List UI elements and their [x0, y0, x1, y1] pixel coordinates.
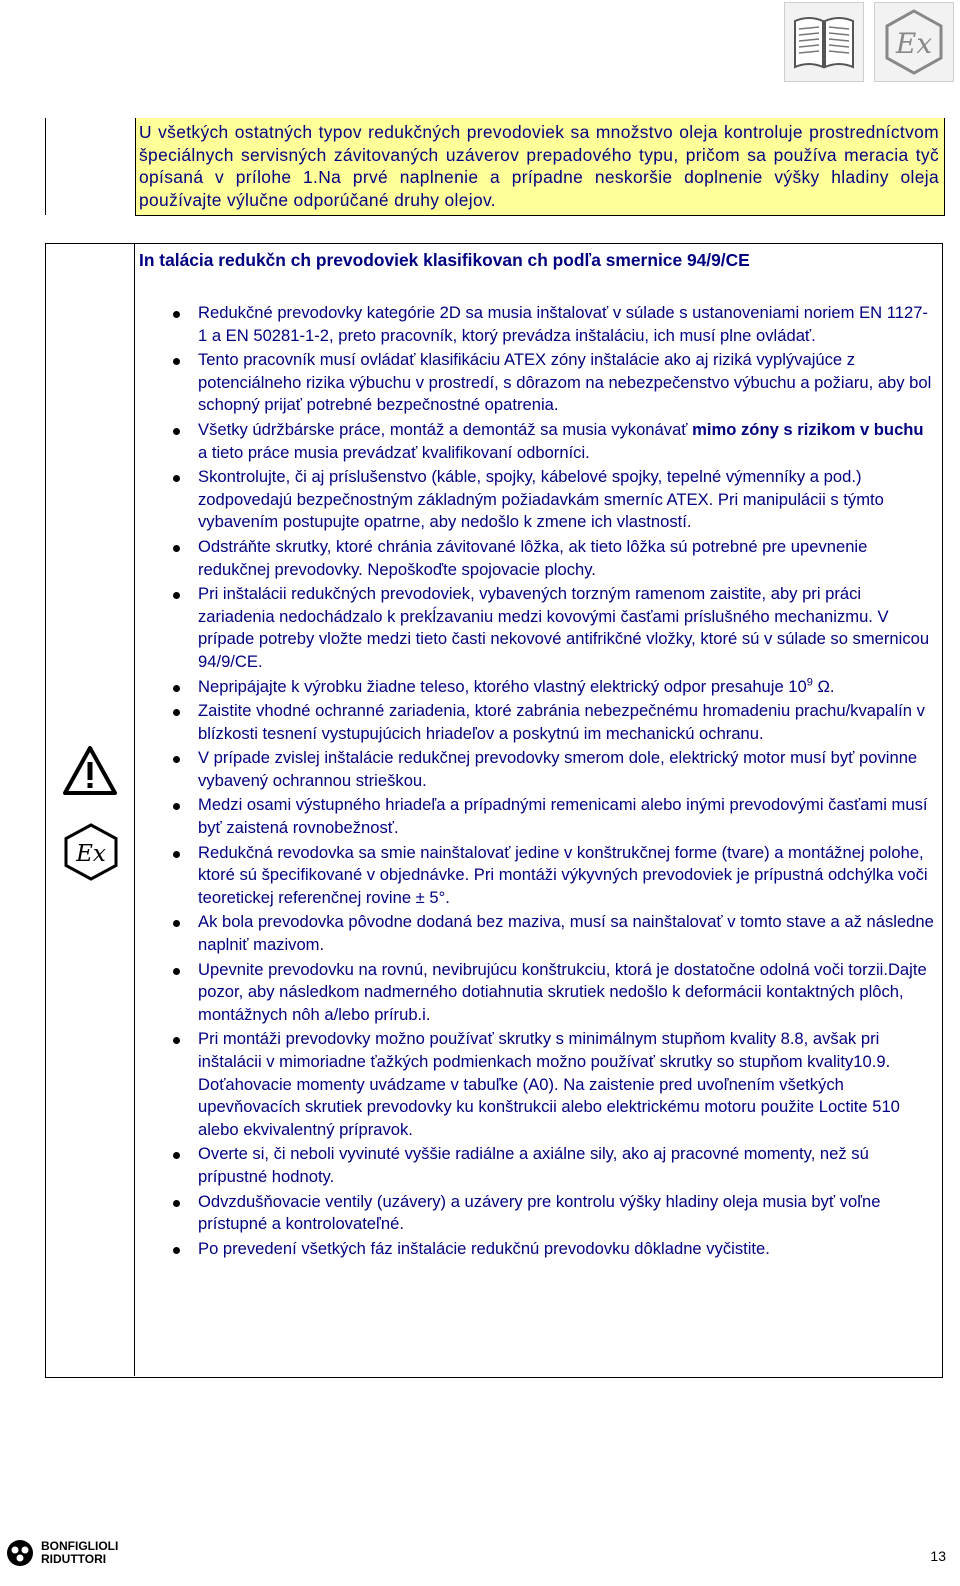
page-number: 13 — [930, 1548, 946, 1564]
left-border-line — [45, 118, 46, 215]
list-item: Pri inštalácii redukčných prevodoviek, vybavených torzným ramenom zaistite, aby pri práci zariadenia nedochádzalo k prekĺzavaniu medzi kovovými časťami príslušného mechanizmu. V prípade potreby vložte medzi tieto časti nekovové antifrikčné vložky, ktoré sú v súlade so smernicou 94/9/CE. — [170, 583, 935, 673]
brand-subname: RIDUTTORI — [41, 1552, 107, 1566]
svg-text:Ex: Ex — [76, 841, 106, 867]
bullet-icon — [173, 358, 180, 365]
bullet-icon — [173, 920, 180, 927]
manual-book-icon — [784, 2, 864, 82]
list-item: Upevnite prevodovku na rovnú, nevibrujúcu konštrukciu, ktorá je dostatočne odolná voči torzii.Dajte pozor, aby následkom nadmerného dotiahnutia skrutiek nedošlo k deformácii kontaktných plôch, montážnych nôh a/lebo prírub.i. — [170, 959, 935, 1027]
bullet-icon — [173, 851, 180, 858]
bullet-icon — [173, 685, 180, 692]
bullet-icon — [173, 475, 180, 482]
icon-column — [45, 243, 135, 1376]
list-item: Ak bola prevodovka pôvodne dodaná bez maziva, musí sa nainštalovať v tomto stave a až následne naplniť mazivom. — [170, 911, 935, 956]
list-item: Medzi osami výstupného hriadeľa a prípadnými remenicami alebo inými prevodovými časťami musí byť zaistená rovnobežnosť. — [170, 794, 935, 839]
list-item: Odvzdušňovacie ventily (uzávery) a uzávery pre kontrolu výšky hladiny oleja musia byť voľne prístupné a kontrolovateľné. — [170, 1191, 935, 1236]
bullet-icon — [173, 968, 180, 975]
bullet-icon — [173, 1152, 180, 1159]
section-title: In talácia redukčn ch prevodoviek klasifikovan ch podľa smernice 94/9/CE — [139, 250, 750, 270]
note-text: U všetkých ostatných typov redukčných prevodoviek sa množstvo oleja kontroluje prostredníctvom špeciálnych servisných závitovaných uzáverov prepadového typu, pričom sa používa meracia tyč opísaná v prílohe 1.Na prvé naplnenie a prípadne neskoršie doplnenie výšky hladiny oleja používajte výlučne odporúčané druhy olejov. — [139, 122, 939, 210]
bullet-icon — [173, 803, 180, 810]
list-item: Všetky údržbárske práce, montáž a demontáž sa musia vykonávať mimo zóny s rizikom v buchu a tieto práce musia prevádzať kvalifikovaní odborníci. — [170, 419, 935, 464]
list-item: Po prevedení všetkých fáz inštalácie redukčnú prevodovku dôkladne vyčistite. — [170, 1238, 935, 1261]
bullet-icon — [173, 1247, 180, 1254]
ex-hexagon-icon — [874, 2, 954, 82]
list-item: Odstráňte skrutky, ktoré chránia závitované lôžka, ak tieto lôžka sú potrebné pre upevnenie redukčnej prevodovky. Nepoškoďte spojovacie plochy. — [170, 536, 935, 581]
svg-text:Ex: Ex — [895, 27, 933, 60]
header-icons — [784, 2, 954, 82]
bullet-icon — [173, 1200, 180, 1207]
list-item: Nepripájajte k výrobku žiadne teleso, ktorého vlastný elektrický odpor presahuje $10^9$ Ω. — [170, 676, 935, 699]
list-item: Pri montáži prevodovky možno používať skrutky s minimálnym stupňom kvality 8.8, avšak pri inštalácii v mimoriadne ťažkých podmienkach možno používať skrutky so stupňom kvality10.9. Doťahovacie momenty uvádzame v tabuľke (A0). Na zaistenie pred uvoľnením všetkých upevňovacích skrutiek prevodovky ku konštrukcii alebo elektrickému motoru použite Loctite 510 alebo ekvivalentný prípravok. — [170, 1028, 935, 1141]
list-item: Tento pracovník musí ovládať klasifikáciu ATEX zóny inštalácie ako aj riziká vyplývajúce z potenciálneho rizika výbuchu v prostredí, s dôrazom na nebezpečenstvo výbuchu a požiaru, aby bol schopný prijať potrebné bezpečnostné opatrenia. — [170, 349, 935, 417]
bullet-icon — [173, 709, 180, 716]
bonfiglioli-logo-icon — [5, 1538, 35, 1568]
brand-name: BONFIGLIOLI — [41, 1539, 119, 1553]
list-item: Skontrolujte, či aj príslušenstvo (káble, spojky, kábelové spojky, tepelné výmenníky a pod.) zodpovedajú bezpečnostným základným požiadavkám smerníc ATEX. Pri manipulácii s týmto vybavením postupujte opatrne, aby nedošlo k zmene ich vlastností. — [170, 466, 935, 534]
bullet-icon — [173, 428, 180, 435]
instruction-list — [170, 302, 935, 1262]
list-item: Overte si, či neboli vyvinuté vyššie radiálne a axiálne sily, ako aj pracovné momenty, než sú prípustné hodnoty. — [170, 1143, 935, 1188]
list-item: Redukčná revodovka sa smie nainštalovať jedine v konštrukčnej forme (tvare) a montážnej polohe, ktoré sú špecifikované v objednávke. Pri montáži výkyvných prevodoviek je prípustná odchýlka voči teoretickej referenčnej rovine ± 5°. — [170, 842, 935, 910]
list-item: Redukčné prevodovky kategórie 2D sa musia inštalovať v súlade s ustanoveniami noriem EN 1127-1 a EN 50281-1-2, preto pracovník, ktorý prevádza inštaláciu, ich musí plne ovládať. — [170, 302, 935, 347]
list-item: Zaistite vhodné ochranné zariadenia, ktoré zabránia nebezpečnému hromadeniu prachu/kvapalín v blízkosti tesnení vystupujúcich hriadeľov a poskytnú im mechanickú ochranu. — [170, 700, 935, 745]
bullet-icon — [173, 1037, 180, 1044]
bullet-icon — [173, 592, 180, 599]
footer-logo — [5, 1538, 118, 1568]
list-item: V prípade zvislej inštalácie redukčnej prevodovky smerom dole, elektrický motor musí byť povinne vybavený ochrannou strieškou. — [170, 747, 935, 792]
bullet-icon — [173, 311, 180, 318]
bullet-icon — [173, 545, 180, 552]
bullet-icon — [173, 756, 180, 763]
warning-triangle-icon — [62, 745, 118, 797]
ex-hexagon-icon — [62, 823, 120, 881]
